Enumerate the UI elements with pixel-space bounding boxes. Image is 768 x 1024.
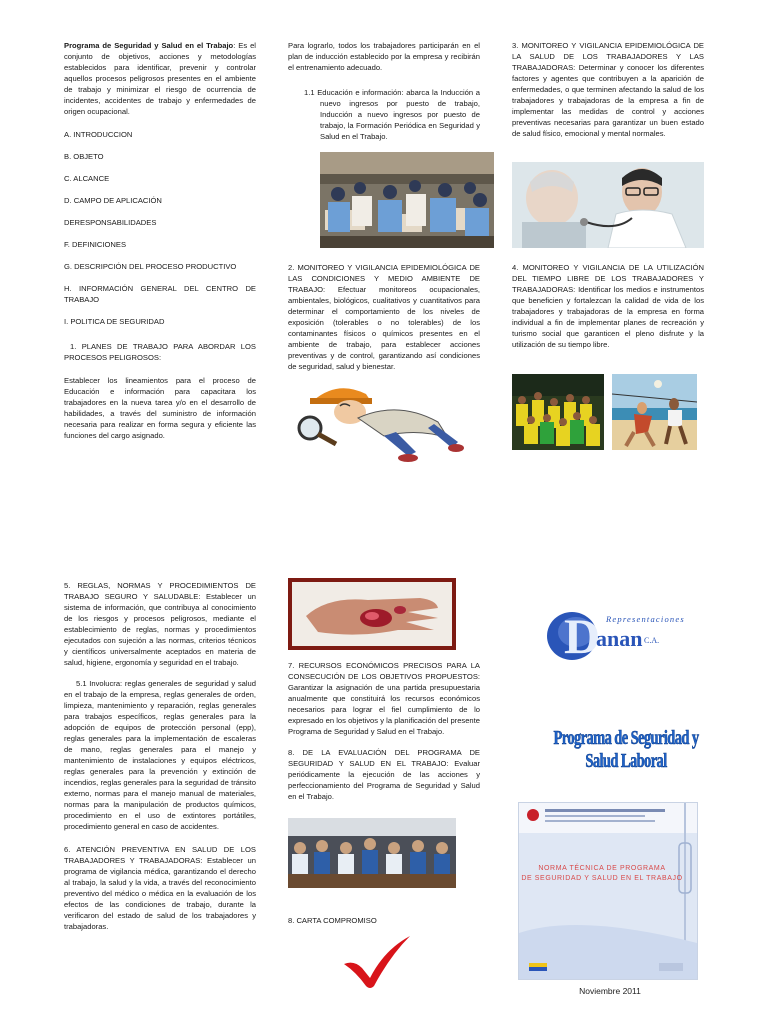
section-7: 7. RECURSOS ECONÓMICOS PRECISOS PARA LA CONSECUCIÓN DE LOS OBJETIVOS PROPUESTOS: Garantizar la asignación de una partida presupuestaria anualmente que constituirá los recursos económicos necesarios para lograr el fiel cumplimiento de lo expresado en los objetivos y la planificación del presente Programa de Seguridad y Salud en el Trabajo.	[288, 661, 480, 736]
wordart-title: Programa de Seguridad y Salud Laboral	[553, 728, 699, 773]
section-5-1: 5.1 Involucra: reglas generales de seguridad y salud en el trabajo de la empresa, reglas generales de orden, limpieza, mantenimiento y reparación, reglas generales para trabajos específicos, reglas generales para la adopción de equipos de protección personal (epp), reglas generales para la implementación de escaleras de mano, reglas generales para el manejo y mantenimiento de instalaciones y equipos eléctricos, reglas generales para la prevención y extinción de incendios, reglas generales para la seguridad de tránsito externo, normas para el manejo manual de materiales, normas para la manipulación de productos químicos, procedimiento en el uso de extintores portátiles, procedimiento general en caso de accidentes.	[64, 679, 256, 831]
section-6: 6. ATENCIÓN PREVENTIVA EN SALUD DE LOS TRABAJADORES Y TRABAJADORAS: Establecer un programa de vigilancia médica, garantizando el derecho al trabajo, la salud y la vida, a través del reconocimiento preventivo del médico o médica en la evaluación de los efectos de las condiciones de trabajo, durante la verificaron del estado de salud de los trabajadores y trabajadoras.	[64, 845, 256, 931]
plan-body: Establecer los lineamientos para el proceso de Educación e información para capacitara los trabajadores en la nueva tarea y/o en el desarrollo de habilidades, a través del suministro de información necesaria para realizar en forma segura y eficiente las funciones del cargo asignado.	[64, 376, 256, 440]
toc-item: C. ALCANCE	[64, 174, 110, 183]
classroom-photo	[320, 152, 494, 248]
plan-continuation: Para lograrlo, todos los trabajadores participarán en el plan de inducción establecido por la empresa y recibirán el entrenamiento adecuado.	[288, 41, 480, 72]
company-logo	[546, 608, 716, 664]
logo-letter: D	[564, 608, 601, 664]
toc-item: D. CAMPO DE APLICACIÓN	[64, 196, 162, 205]
group-photo	[512, 374, 604, 450]
toc-list	[64, 129, 256, 327]
injured-hand-photo	[288, 578, 456, 650]
doctor-photo	[512, 162, 704, 248]
column-1	[64, 40, 256, 451]
checkmark-icon	[340, 934, 412, 990]
column-2	[288, 40, 480, 152]
column-5	[288, 660, 480, 812]
section-4: 4. MONITOREO Y VIGILANCIA DE LA UTILIZACIÓN DEL TIEMPO LIBRE DE LOS TRABAJADORES Y TRABAJADORAS: Identificar los medios e instrumentos que beneficien y fortalezcan la calidad de vida de los trabajadores y trabajadoras de la empresa en forma individual a fin de implementar planes de recreación y turismo social que garanticen el pleno disfrute y la utilización de su tiempo libre.	[512, 263, 704, 349]
meeting-photo	[288, 818, 456, 888]
section-2: 2. MONITOREO Y VIGILANCIA EPIDEMIOLÓGICA DE LAS CONDICIONES Y MEDIO AMBIENTE DE TRABAJO: Efectuar monitoreos ocupacionales, ambientales, biológicos, cualitativos y cuantitativos para determinar el comportamiento de los niveles de exposición (tolerables o no tolerables) de los contaminantes físicos o químicos presentes en el ambiente de trabajo, para establecer acciones preventivas y de control, garantizando así condiciones de seguridad, salud y bienestar.	[288, 263, 480, 371]
toc-item: DERESPONSABILIDADES	[64, 218, 157, 227]
cover-document	[518, 802, 698, 980]
beach-volleyball-photo	[612, 374, 697, 450]
section-5: 5. REGLAS, NORMAS Y PROCEDIMIENTOS DE TRABAJO SEGURO Y SALUDABLE: Establecer un sistema de información, que contribuya al conocimiento de los riesgos y procesos peligrosos, mediante el establecimiento de reglas, normas y procedimientos ejecutados con sujeción a las normas, criterios técnicos y científicos universalmente aceptados en materia de salud, higiene, ergonomía y seguridad en el trabajo.	[64, 581, 256, 667]
section-3: 3. MONITOREO Y VIGILANCIA EPIDEMIOLÓGICA DE LA SALUD DE LOS TRABAJADORES Y LAS TRABAJADORAS: Determinar y conocer los diferentes factores y agentes que contribuyen a la aparición de enfermedades, o que terminen afectando la salud de los trabajadores y trabajadoras de la empresa a fin de implementar las medidas de control y acciones preventivas necesarias para garantizar un buen estado de salud físico, emocional y mental normales.	[512, 41, 704, 138]
logo-top-text: Representaciones	[606, 614, 685, 624]
toc-item: G. DESCRIPCIÓN DEL PROCESO PRODUCTIVO	[64, 262, 237, 271]
intro-title: Programa de Seguridad y Salud en el Trabajo	[64, 41, 234, 50]
cover-title-2: DE SEGURIDAD Y SALUD EN EL TRABAJO	[521, 875, 683, 882]
toc-item: B. OBJETO	[64, 152, 104, 161]
column-3-lower	[512, 262, 704, 360]
toc-item: I. POLITICA DE SEGURIDAD	[64, 317, 165, 326]
logo-ca: C.A.	[644, 636, 660, 645]
publication-date: Noviembre 2011	[579, 986, 641, 996]
intro-body: : Es el conjunto de objetivos, acciones y metodologías establecidos para identificar, prevenir y controlar aquellos procesos peligrosos presentes en el ambiente de trabajo y minimizar el riesgo de ocurrencia de incidentes, accidentes de trabajo y enfermedades de origen ocupacional.	[64, 41, 256, 116]
intro-paragraph	[64, 40, 256, 117]
logo-name: anan	[596, 626, 643, 651]
inspector-cartoon	[288, 378, 464, 462]
column-4	[64, 580, 256, 942]
column-2-lower	[288, 262, 480, 382]
toc-item: A. INTRODUCCION	[64, 130, 133, 139]
section-8: 8. DE LA EVALUACIÓN DEL PROGRAMA DE SEGURIDAD Y SALUD EN EL TRABAJO: Evaluar periódicamente la ejecución de las acciones y perfeccionamiento del Programa de Seguridad y Salud en el Trabajo.	[288, 748, 480, 801]
toc-item: H. INFORMACIÓN GENERAL DEL CENTRO DE TRABAJO	[64, 284, 256, 304]
cover-title-1: NORMA TÉCNICA DE PROGRAMA	[538, 865, 666, 872]
column-3	[512, 40, 704, 149]
section-8-carta: 8. CARTA COMPROMISO	[288, 916, 377, 925]
column-5-lower	[288, 915, 480, 936]
plan-heading: 1. PLANES DE TRABAJO PARA ABORDAR LOS PROCESOS PELIGROSOS:	[64, 342, 256, 362]
toc-item: F. DEFINICIONES	[64, 240, 127, 249]
item-1-1: 1.1 Educación e información: abarca la Inducción a nuevo ingresos por puesto de trabajo, Inducción a nuevo ingresos por puesto de trabajo, la Formación Periódica en Seguridad y Salud en el Trabajo.	[304, 88, 480, 141]
